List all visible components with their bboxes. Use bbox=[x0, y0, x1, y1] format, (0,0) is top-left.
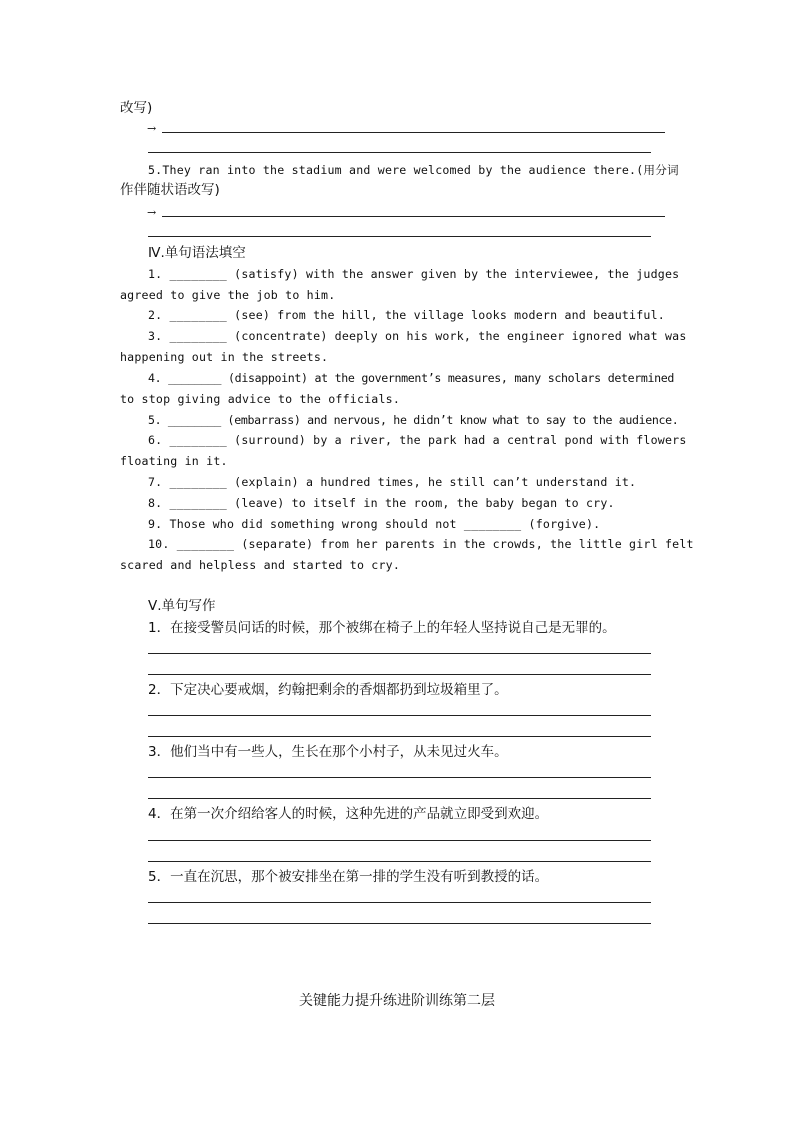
section4-title: Ⅳ.单句语法填空 bbox=[148, 245, 246, 261]
next-section-title: 关键能力提升练进阶训练第二层 bbox=[299, 993, 495, 1009]
grammar-item-4-cont: to stop giving advice to the officials. bbox=[120, 392, 401, 406]
writing-item-3: 3．他们当中有一些人，生长在那个小村子，从未见过火车。 bbox=[148, 744, 508, 760]
answer-line[interactable] bbox=[148, 861, 651, 862]
grammar-item-5: 5. ________ (embarrass) and nervous, he didn’t know what to say to the audience. bbox=[148, 413, 679, 427]
answer-line[interactable] bbox=[148, 152, 651, 153]
answer-line[interactable] bbox=[162, 216, 665, 217]
answer-line[interactable] bbox=[148, 798, 651, 799]
writing-item-5: 5．一直在沉思，那个被安排坐在第一排的学生没有听到教授的话。 bbox=[148, 869, 549, 885]
grammar-item-10-cont: scared and helpless and started to cry. bbox=[120, 558, 401, 572]
item5-prompt: 5.They ran into the stadium and were welcomed by the audience there.(用分词 bbox=[148, 163, 679, 177]
grammar-item-2: 2. ________ (see) from the hill, the village looks modern and beautiful. bbox=[148, 308, 665, 322]
answer-line[interactable] bbox=[148, 653, 651, 654]
grammar-item-7: 7. ________ (explain) a hundred times, he still can’t understand it. bbox=[148, 475, 637, 489]
grammar-item-9: 9. Those who did something wrong should not ________ (forgive). bbox=[148, 517, 601, 531]
answer-line[interactable] bbox=[148, 840, 651, 841]
grammar-item-10: 10. ________ (separate) from her parents in the crowds, the little girl felt bbox=[148, 537, 694, 551]
section5-title: Ⅴ.单句写作 bbox=[148, 598, 216, 614]
answer-line[interactable] bbox=[148, 736, 651, 737]
answer-line[interactable] bbox=[148, 902, 651, 903]
previous-item-tail: 改写) bbox=[120, 100, 153, 116]
item5-prompt-cont: 作伴随状语改写) bbox=[120, 182, 220, 198]
grammar-item-3-cont: happening out in the streets. bbox=[120, 350, 329, 364]
answer-line[interactable] bbox=[148, 777, 651, 778]
grammar-item-3: 3. ________ (concentrate) deeply on his work, the engineer ignored what was bbox=[148, 329, 687, 343]
writing-item-2: 2．下定决心要戒烟，约翰把剩余的香烟都扔到垃圾箱里了。 bbox=[148, 682, 508, 698]
grammar-item-1: 1. ________ (satisfy) with the answer given by the interviewee, the judges bbox=[148, 267, 680, 281]
grammar-item-4: 4. ________ (disappoint) at the government’s measures, many scholars determined bbox=[148, 371, 674, 385]
answer-line[interactable] bbox=[162, 132, 665, 133]
writing-item-1: 1．在接受警员问话的时候，那个被绑在椅子上的年轻人坚持说自己是无罪的。 bbox=[148, 620, 616, 636]
answer-line[interactable] bbox=[148, 923, 651, 924]
answer-line[interactable] bbox=[148, 715, 651, 716]
grammar-item-6-cont: floating in it. bbox=[120, 454, 228, 468]
grammar-item-8: 8. ________ (leave) to itself in the room, the baby began to cry. bbox=[148, 496, 615, 510]
grammar-item-1-cont: agreed to give the job to him. bbox=[120, 288, 336, 302]
arrow-icon: → bbox=[147, 206, 157, 219]
answer-line[interactable] bbox=[148, 236, 651, 237]
answer-line[interactable] bbox=[148, 674, 651, 675]
writing-item-4: 4．在第一次介绍给客人的时候，这种先进的产品就立即受到欢迎。 bbox=[148, 806, 549, 822]
grammar-item-6: 6. ________ (surround) by a river, the park had a central pond with flowers bbox=[148, 433, 687, 447]
arrow-icon: → bbox=[147, 122, 157, 135]
